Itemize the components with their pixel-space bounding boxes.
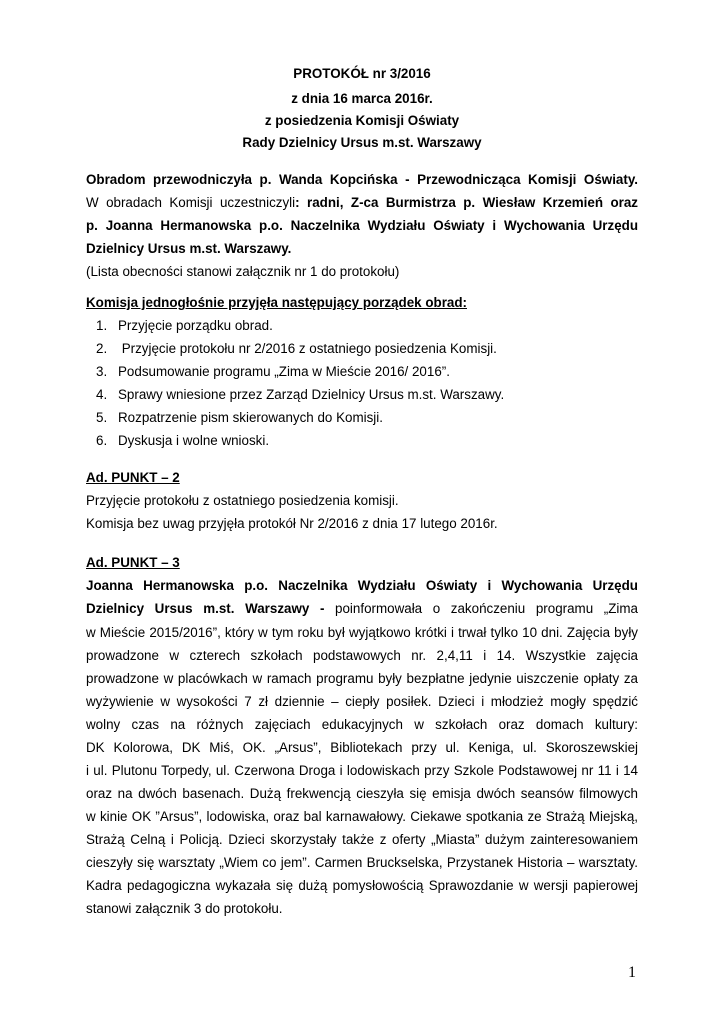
agenda-item-number: 5. <box>96 410 108 425</box>
attendance-note: (Lista obecności stanowi załącznik nr 1 do protokołu) <box>86 264 400 279</box>
attendance-label: W obradach Komisji uczestniczyli <box>86 195 296 210</box>
page-number: 1 <box>628 964 636 981</box>
agenda-item <box>96 433 269 449</box>
agenda-item-number: 2. <box>96 341 108 356</box>
point3-line: stanowi załącznik 3 do protokołu. <box>86 901 283 916</box>
agenda-item-number: 3. <box>96 364 108 379</box>
protocol-date: z dnia 16 marca 2016r. <box>291 91 433 106</box>
point3-line: i ul. Plutonu Torpedy, ul. Czerwona Droga i lodowiskach przy Szkole Podstawowej nr 11 i 14 <box>86 763 638 778</box>
agenda-item-text: Dyskusja i wolne wnioski. <box>118 433 270 448</box>
attendance-line-3: Dzielnicy Ursus m.st. Warszawy. <box>86 241 292 256</box>
point2-heading: Ad. PUNKT – 2 <box>86 470 180 485</box>
attendance-line-2: p. Joanna Hermanowska p.o. Naczelnika Wydziału Oświaty i Wychowania Urzędu <box>86 218 638 233</box>
point3-speaker: Dzielnicy Ursus m.st. Warszawy - <box>86 601 325 616</box>
agenda-item-text: Rozpatrzenie pism skierowanych do Komisji. <box>118 410 383 425</box>
point3-line: Strażą Celną i Policją. Dzieci skorzystały także z oferty „Miasta” dużym zainteresowaniem <box>86 832 638 847</box>
agenda-item <box>96 364 450 380</box>
point3-line <box>86 601 638 617</box>
agenda-item <box>96 410 383 426</box>
point3-line: Kadra pedagogiczna wykazała się dużą pomysłowością Sprawozdanie w wersji papierowej <box>86 878 638 893</box>
point3-line: wolny czas na różnych zajęciach edukacyjnych w szkołach oraz domach kultury: <box>86 717 638 732</box>
point3-line: w Mieście 2015/2016”, który w tym roku był wyjątkowo krótki i trwał tylko 10 dni. Zajęcia były <box>86 625 638 640</box>
agenda-heading: Komisja jednogłośnie przyjęła następujący porządek obrad: <box>86 295 467 310</box>
point3-line: Joanna Hermanowska p.o. Naczelnika Wydziału Oświaty i Wychowania Urzędu <box>86 578 638 593</box>
point3-line: prowadzone w czterech szkołach podstawowych nr. 2,4,11 i 14. Wszystkie zajęcia <box>86 648 638 663</box>
attendance-names: : radni, Z-ca Burmistrza p. Wiesław Krzemień oraz <box>295 195 638 210</box>
agenda-item <box>96 387 504 403</box>
point3-line: cieszyły się warsztaty „Wiem co jem”. Carmen Bruckselska, Przystanek Historia – warsztaty. <box>86 855 638 870</box>
agenda-item <box>96 341 497 357</box>
chair-line: Obradom przewodniczyła p. Wanda Kopcińska - Przewodnicząca Komisji Oświaty. <box>86 172 638 187</box>
protocol-council: Rady Dzielnicy Ursus m.st. Warszawy <box>242 135 482 150</box>
point3-line: prowadzone w placówkach w ramach programu były bezpłatne jedynie uiszczenie opłaty za <box>86 671 638 686</box>
agenda-item-text: Podsumowanie programu „Zima w Mieście 2016/ 2016”. <box>118 364 450 379</box>
protocol-meeting: z posiedzenia Komisji Oświaty <box>264 113 460 128</box>
point2-line: Komisja bez uwag przyjęła protokół Nr 2/2016 z dnia 17 lutego 2016r. <box>86 516 498 531</box>
agenda-item-text: Sprawy wniesione przez Zarząd Dzielnicy Ursus m.st. Warszawy. <box>118 387 505 402</box>
attendance-line <box>86 195 638 211</box>
point3-line: DK Kolorowa, DK Miś, OK. „Arsus”, Bibliotekach przy ul. Keniga, ul. Skoroszewskiej <box>86 740 638 755</box>
point3-heading: Ad. PUNKT – 3 <box>86 555 180 570</box>
agenda-item-number: 6. <box>96 433 108 448</box>
agenda-item-number: 1. <box>96 318 108 333</box>
point3-text: poinformowała o zakończeniu programu „Zima <box>324 601 638 616</box>
point3-line: wyżywienie w wysokości 7 zł dziennie – ciepły posiłek. Dzieci i młodzież mogły spędzić <box>86 694 638 709</box>
point3-line: oraz na dwóch basenach. Dużą frekwencją cieszyła się emisja dwóch seansów filmowych <box>86 786 638 801</box>
protocol-title: PROTOKÓŁ nr 3/2016 <box>293 66 431 81</box>
agenda-item-number: 4. <box>96 387 108 402</box>
agenda-item <box>96 318 273 334</box>
agenda-item-text: Przyjęcie protokołu nr 2/2016 z ostatniego posiedzenia Komisji. <box>118 341 497 356</box>
point3-line: w kinie OK ”Arsus”, lodowiska, oraz bal karnawałowy. Ciekawe spotkania ze Strażą Miejską, <box>86 809 638 824</box>
point2-line: Przyjęcie protokołu z ostatniego posiedzenia komisji. <box>86 493 399 508</box>
agenda-item-text: Przyjęcie porządku obrad. <box>118 318 273 333</box>
